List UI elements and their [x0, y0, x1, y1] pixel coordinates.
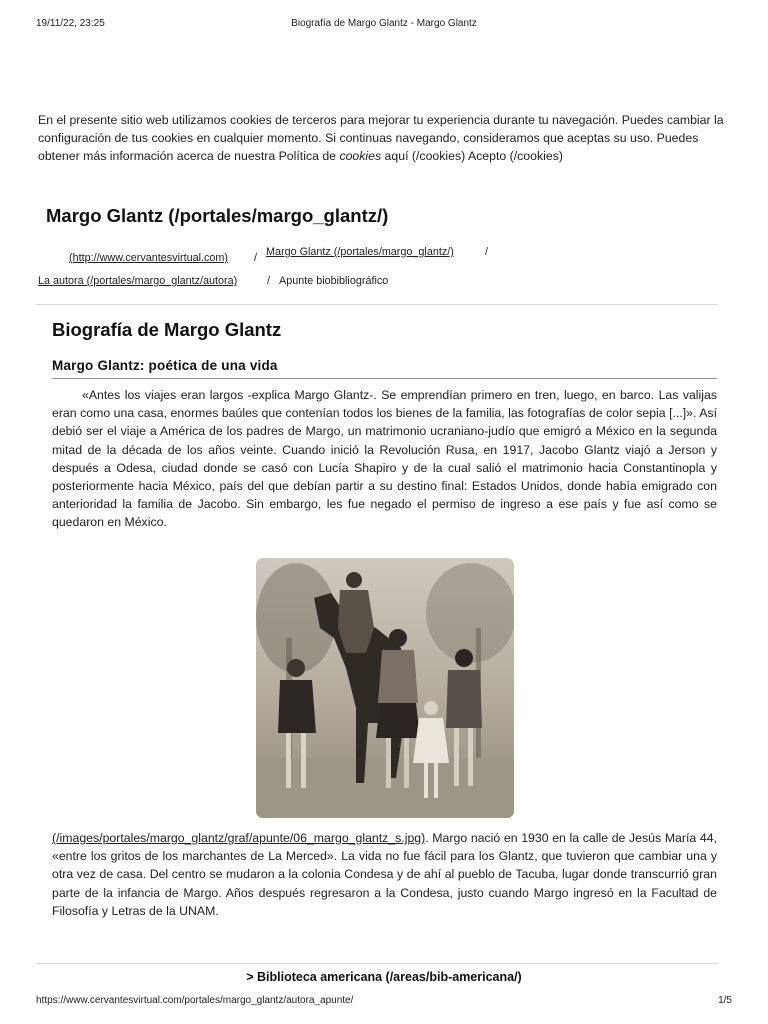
biblioteca-americana-link[interactable]: > Biblioteca americana (/areas/bib-americana/): [246, 970, 522, 984]
breadcrumb-current: Apunte biobibliográfico: [279, 275, 389, 287]
family-photo-image: [256, 558, 514, 818]
print-url: https://www.cervantesvirtual.com/portales/margo_glantz/autora_apunte/: [36, 995, 354, 1006]
section-divider: [52, 378, 717, 379]
page-title: Biografía de Margo Glantz: [52, 319, 282, 340]
footer-divider: [36, 963, 718, 964]
cookie-accept-link[interactable]: aquí (/cookies) Acepto (/cookies): [381, 149, 563, 164]
cookie-notice: [38, 111, 733, 166]
breadcrumb-author-link[interactable]: La autora (/portales/margo_glantz/autora): [38, 275, 238, 287]
breadcrumb-separator: /: [254, 252, 257, 264]
biography-paragraph-1: «Antes los viajes eran largos -explica Margo Glantz-. Se emprendían primero en tren, luego, en barco. Las valijas eran como una casa, enormes baúles que contenían todos los bienes de la familia, las fotografías de color sepia [...]». Así debió ser el viaje a América de los padres de Margo, un matrimonio ucraniano-judío que emigró a México en la segunda mitad de la década de los años veinte. Cuando inició la Revolución Rusa, en 1917, Jacobo Glantz viajó a Jerson y después a Odesa, ciudad donde se casó con Lucía Shapiro y de la cual salió el matrimonio hacia Constantinopla y posteriormente hacia México, país del que debían partir a su destino final: Estados Unidos, donde había emigrado con anterioridad la familia de Jacobo. Sin embargo, les fue negado el permiso de ingreso a ese país y fue así como se quedaron en México.: [52, 388, 717, 530]
cookie-emphasis: cookies: [339, 149, 382, 164]
site-title[interactable]: Margo Glantz (/portales/margo_glantz/): [46, 205, 389, 226]
breadcrumb-separator: /: [485, 246, 488, 258]
breadcrumb-portal-link[interactable]: Margo Glantz (/portales/margo_glantz/): [266, 246, 454, 258]
family-photo: [256, 558, 514, 818]
paragraph-2-text: . Margo nació en 1930 en la calle de Jesús María 44, «entre los gritos de los marchantes de La Merced». La vida no fue fácil para los Glantz, que tuvieron que cambiar una y otra vez de casa. Del centro se mudaron a la colonia Condesa y de ahí al pueblo de Tacuba, lugar donde transcurrió gran parte de la infancia de Margo. Años después regresaron a la Condesa, justo cuando Margo ingresó en la Facultad de Filosofía y Letras de la UNAM.: [52, 831, 717, 918]
print-date: 19/11/22, 23:25: [36, 18, 105, 29]
print-title: Biografía de Margo Glantz - Margo Glantz: [291, 18, 477, 29]
section-heading: Margo Glantz: poética de una vida: [52, 358, 278, 373]
breadcrumb-separator: /: [267, 275, 270, 287]
biography-paragraph-2: [52, 829, 717, 920]
image-link[interactable]: (/images/portales/margo_glantz/graf/apunte/06_margo_glantz_s.jpg): [52, 831, 426, 845]
divider: [36, 304, 718, 305]
cookie-text: En el presente sitio web utilizamos cookies de terceros para mejorar tu experiencia durante tu navegación. Puedes cambiar la configuración de tus cookies en cualquier momento. Si continuas navegando, consideramos que aceptas su uso. Puedes obtener más información acerca de nuestra Política de: [38, 113, 724, 164]
page-number: 1/5: [718, 995, 732, 1006]
breadcrumb-home-link[interactable]: (http://www.cervantesvirtual.com): [69, 252, 229, 264]
